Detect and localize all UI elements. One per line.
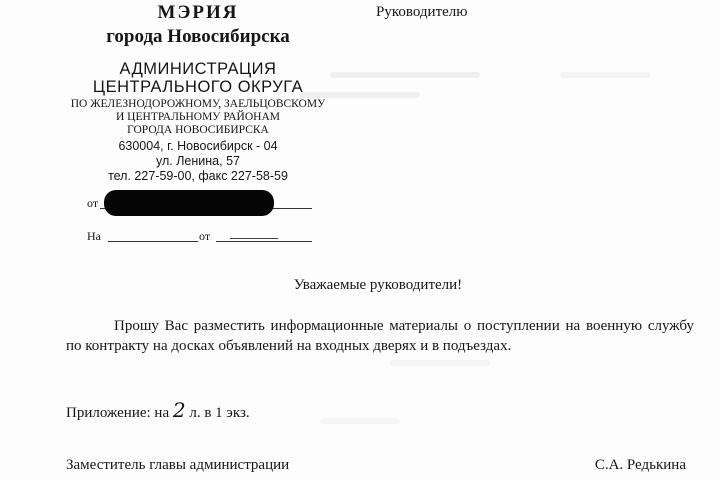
attachment-line <box>66 398 250 422</box>
scan-artifact <box>390 360 490 366</box>
letterhead-admin-line-1: АДМИНИСТРАЦИЯ <box>119 60 277 78</box>
body-paragraph: Прошу Вас разместить информационные материалы о поступлении на военную службу по контракту на досках объявлений на входных дверях и в подъездах. <box>66 318 694 354</box>
letterhead-city: города Новосибирска <box>106 26 290 47</box>
salutation: Уважаемые руководители! <box>293 277 463 293</box>
letterhead-mayor-title: МЭРИЯ <box>157 2 239 23</box>
letterhead-district-line-2: И ЦЕНТРАЛЬНОМУ РАЙОНАМ <box>116 111 280 123</box>
letterhead-address-line-2: ул. Ленина, 57 <box>156 154 240 168</box>
letterhead-phone-fax: тел. 227-59-00, факс 227-58-59 <box>108 169 288 183</box>
redaction-block <box>104 190 274 216</box>
letterhead-address-line-1: 630004, г. Новосибирск - 04 <box>118 139 278 153</box>
scan-artifact <box>560 72 650 78</box>
attachment-handwritten-count: 2 <box>172 398 186 422</box>
attachment-suffix: л. в 1 экз. <box>185 405 250 421</box>
letterhead-district-line-1: ПО ЖЕЛЕЗНОДОРОЖНОМУ, ЗАЕЛЬЦОВСКОМУ <box>70 98 326 110</box>
from-label: от <box>87 196 99 210</box>
letterhead-admin-line-2: ЦЕНТРАЛЬНОГО ОКРУГА <box>92 78 304 96</box>
addressee: Руководителю <box>376 4 468 20</box>
signer-title: Заместитель главы администрации <box>66 457 290 473</box>
reference-label: На <box>87 229 101 243</box>
scan-artifact <box>320 418 400 424</box>
reference-date-underline-inner <box>230 238 278 239</box>
attachment-prefix: Приложение: на <box>66 405 173 421</box>
reference-from-label: от <box>199 229 211 243</box>
reference-date-underline <box>216 241 312 242</box>
letterhead-district-line-3: ГОРОДА НОВОСИБИРСКА <box>127 124 269 136</box>
signer-name: С.А. Редькина <box>594 457 686 473</box>
reference-number-underline <box>108 241 198 242</box>
